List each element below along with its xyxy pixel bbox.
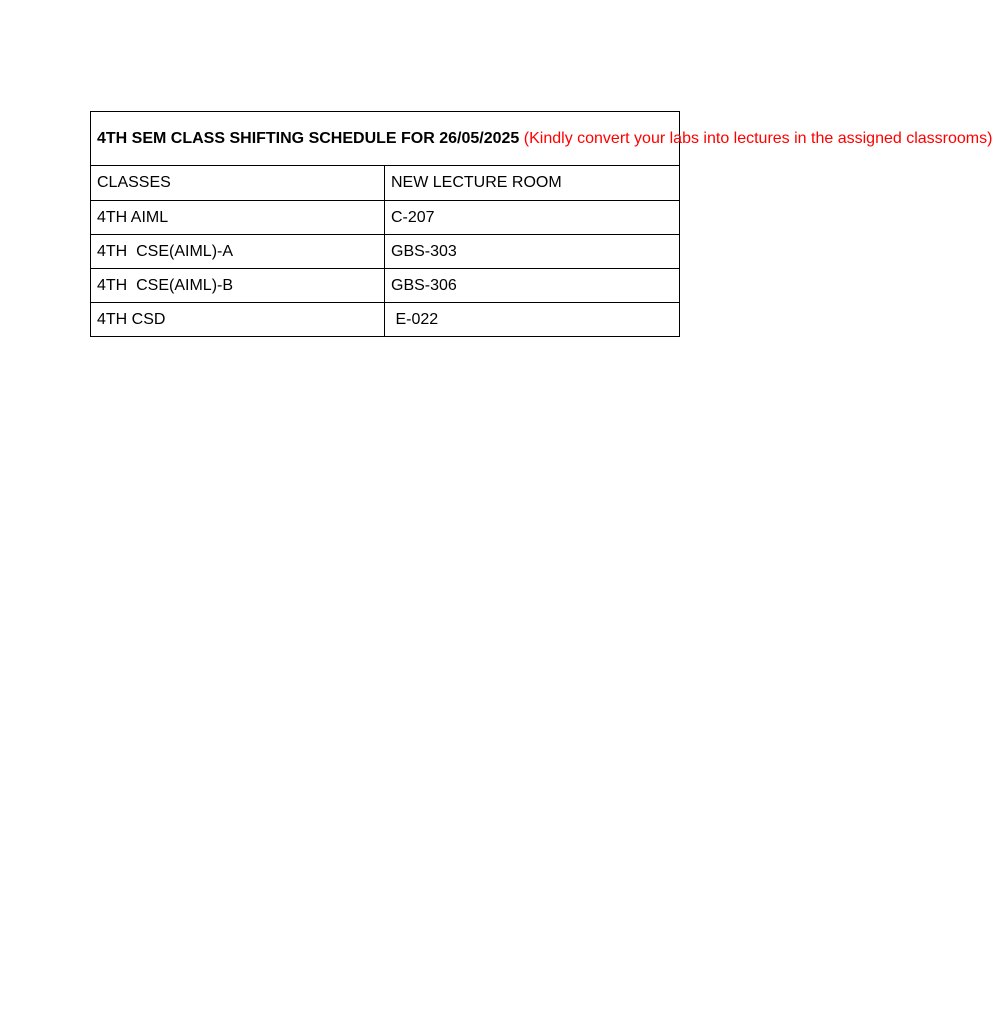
room-cell: GBS-303 [385, 235, 680, 269]
column-header-classes: CLASSES [91, 166, 385, 201]
table-row [91, 303, 680, 337]
schedule-note: (Kindly convert your labs into lectures in the assigned classrooms) [523, 129, 992, 147]
header-row [91, 166, 680, 201]
class-cell: 4TH CSD [91, 303, 385, 337]
room-cell: C-207 [385, 201, 680, 235]
table-row [91, 269, 680, 303]
schedule-title: 4TH SEM CLASS SHIFTING SCHEDULE FOR 26/05/2025 [97, 129, 520, 147]
title-row [91, 112, 680, 166]
class-cell: 4TH CSE(AIML)-B [91, 269, 385, 303]
class-cell: 4TH AIML [91, 201, 385, 235]
title-cell [91, 112, 992, 166]
schedule-table [90, 111, 992, 337]
column-header-room: NEW LECTURE ROOM [385, 166, 680, 201]
table-row [91, 201, 680, 235]
room-cell: GBS-306 [385, 269, 680, 303]
class-cell: 4TH CSE(AIML)-A [91, 235, 385, 269]
room-cell: E-022 [385, 303, 680, 337]
table-row [91, 235, 680, 269]
